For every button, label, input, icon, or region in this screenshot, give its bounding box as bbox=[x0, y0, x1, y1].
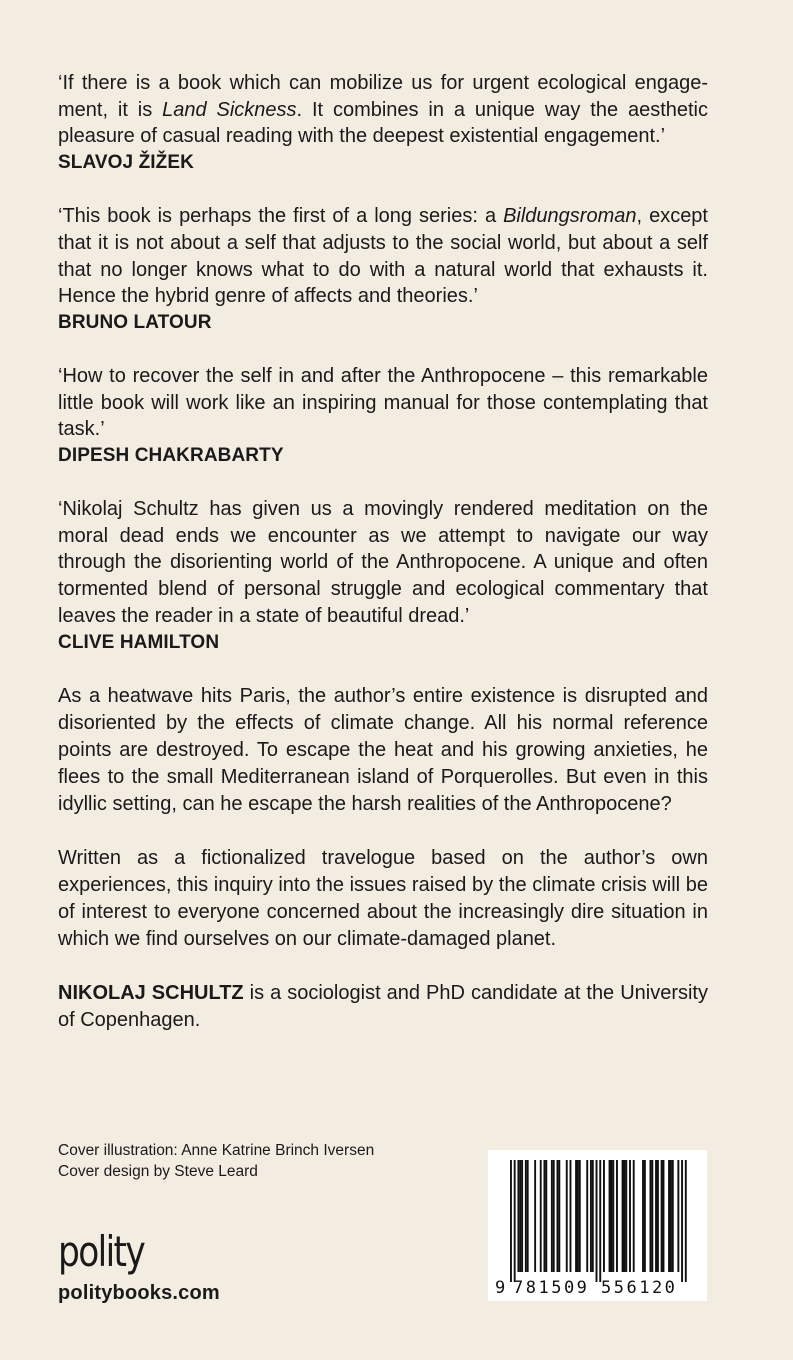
endorsement-author: DIPESH CHAKRABARTY bbox=[58, 445, 284, 467]
barcode-bar bbox=[596, 1160, 598, 1282]
endorsement-quote bbox=[58, 70, 708, 150]
barcode-first-digit: 9 bbox=[495, 1278, 506, 1298]
barcode-bar bbox=[672, 1160, 674, 1272]
barcode-bar bbox=[663, 1160, 665, 1272]
endorsement-quote bbox=[58, 203, 708, 310]
polity-logo: polity bbox=[58, 1227, 145, 1276]
barcode-graphic bbox=[488, 1150, 707, 1301]
barcode-bar bbox=[616, 1160, 618, 1272]
barcode-bar bbox=[668, 1160, 670, 1272]
barcode-bars bbox=[510, 1160, 687, 1282]
barcode-left-group: 781509 bbox=[513, 1278, 590, 1298]
italic-title: Land Sickness bbox=[162, 98, 297, 121]
quote-text: , except that it is not about a self that adjusts to the social world, but about a self that no longer knows what to do with a natural world that exhausts it. Hence the hybrid genre of affects and theories.’ bbox=[58, 205, 708, 308]
barcode-bar bbox=[623, 1160, 625, 1272]
barcode-bar bbox=[575, 1160, 577, 1272]
barcode-bar bbox=[612, 1160, 614, 1272]
barcode-bar bbox=[514, 1160, 516, 1282]
barcode-right-group: 556120 bbox=[601, 1278, 678, 1298]
description-paragraph-2: Written as a fictionalized travelogue based on the author’s own experiences, this inquiry into the issues raised by the climate crisis will be of interest to everyone concerned about the increasingly dire situation in which we find ourselves on our climate-damaged planet. bbox=[58, 846, 708, 950]
design-credit: Cover design by Steve Leard bbox=[58, 1163, 258, 1180]
barcode-bar bbox=[642, 1160, 644, 1272]
barcode-bar bbox=[525, 1160, 527, 1272]
barcode-bar bbox=[557, 1160, 559, 1272]
barcode-bar bbox=[510, 1160, 512, 1282]
barcode-bar bbox=[519, 1160, 521, 1272]
barcode-bar bbox=[543, 1160, 545, 1272]
quote-text: . It combines in a unique way the aesthetic pleasure of casual reading with the deepest existential engagement.’ bbox=[58, 98, 708, 148]
endorsement-quote bbox=[58, 496, 708, 630]
barcode-bar bbox=[644, 1160, 646, 1272]
endorsements bbox=[58, 70, 708, 656]
barcode-bar bbox=[681, 1160, 683, 1282]
barcode-bar bbox=[625, 1160, 627, 1272]
barcode-bar bbox=[603, 1160, 605, 1272]
barcode-bar bbox=[545, 1160, 547, 1272]
endorsement-2 bbox=[58, 203, 708, 336]
isbn-barcode bbox=[488, 1150, 707, 1301]
endorsement-quote bbox=[58, 363, 708, 443]
barcode-bar bbox=[570, 1160, 572, 1272]
barcode-bar bbox=[527, 1160, 529, 1272]
barcode-bar bbox=[599, 1160, 601, 1282]
barcode-bar bbox=[629, 1160, 631, 1272]
barcode-bar bbox=[577, 1160, 579, 1272]
barcode-bar bbox=[610, 1160, 612, 1272]
endorsement-4 bbox=[58, 496, 708, 656]
barcode-bar bbox=[558, 1160, 560, 1272]
barcode-bar bbox=[651, 1160, 653, 1272]
barcode-bar bbox=[521, 1160, 523, 1272]
cover-credits bbox=[58, 1140, 374, 1182]
barcode-bar bbox=[517, 1160, 519, 1272]
barcode-bar bbox=[633, 1160, 635, 1272]
barcode-bar bbox=[551, 1160, 553, 1272]
endorsement-author: CLIVE HAMILTON bbox=[58, 631, 220, 653]
endorsement-1 bbox=[58, 70, 708, 176]
barcode-bar bbox=[655, 1160, 657, 1272]
barcode-bar bbox=[592, 1160, 594, 1272]
barcode-bar bbox=[622, 1160, 624, 1272]
publisher-url[interactable]: politybooks.com bbox=[58, 1282, 220, 1304]
barcode-bar bbox=[540, 1160, 542, 1272]
description-paragraph-1: As a heatwave hits Paris, the author’s entire existence is disrupted and disoriented by the effects of climate change. All his normal reference points are destroyed. To escape the heat and his growing anxieties, he flees to the small Mediterranean island of Porquerolles. But even in this idyllic setting, can he escape the harsh realities of the Anthropocene? bbox=[58, 684, 708, 815]
back-cover-text bbox=[58, 70, 708, 1061]
barcode-bar bbox=[553, 1160, 555, 1272]
quote-text: ‘This book is perhaps the first of a long series: a bbox=[58, 205, 504, 228]
author-bio-text: is a sociologist and PhD candidate at the University of Copenhagen. bbox=[58, 981, 708, 1031]
quote-text: ‘If there is a book which can mobilize us for urgent ecological engagement, it is bbox=[58, 72, 708, 121]
quote-text: ‘Nikolaj Schultz has given us a movingly rendered meditation on the moral dead ends we encounter as we attempt to navigate our way through the disorienting world of the Anthropocene. A unique and often tormented blend of personal struggle and ecological commentary that leaves the reader in a state of beautiful dread.’ bbox=[58, 498, 708, 627]
author-bio-name: NIKOLAJ SCHULTZ bbox=[58, 981, 244, 1004]
barcode-bar bbox=[657, 1160, 659, 1272]
barcode-bar bbox=[586, 1160, 588, 1272]
barcode-bar bbox=[661, 1160, 663, 1272]
endorsement-author: BRUNO LATOUR bbox=[58, 311, 212, 333]
barcode-bar bbox=[685, 1160, 687, 1282]
barcode-bar bbox=[677, 1160, 679, 1272]
endorsement-3 bbox=[58, 363, 708, 469]
barcode-bar bbox=[590, 1160, 592, 1272]
barcode-bar bbox=[566, 1160, 568, 1272]
barcode-bar bbox=[650, 1160, 652, 1272]
barcode-bar bbox=[534, 1160, 536, 1272]
barcode-bar bbox=[609, 1160, 611, 1272]
quote-text: ‘How to recover the self in and after the Anthropocene – this remarkable little book will work like an inspiring manual for those contemplating that task.’ bbox=[58, 364, 708, 441]
barcode-bar bbox=[670, 1160, 672, 1272]
barcode-bar bbox=[579, 1160, 581, 1272]
endorsement-author: SLAVOJ ŽIŽEK bbox=[58, 152, 194, 174]
italic-title: Bildungsroman bbox=[503, 205, 637, 228]
author-bio bbox=[58, 980, 708, 1034]
illustration-credit: Cover illustration: Anne Katrine Brinch Iversen bbox=[58, 1142, 375, 1159]
